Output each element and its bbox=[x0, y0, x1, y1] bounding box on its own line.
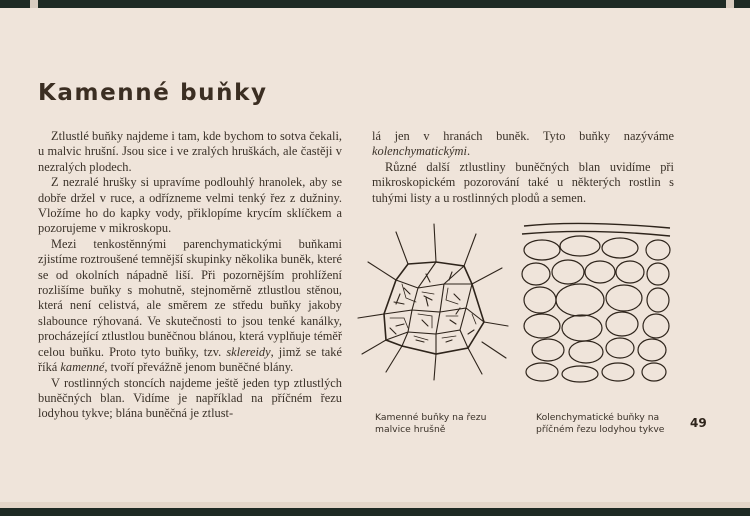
top-edge bbox=[0, 0, 750, 8]
page-number: 49 bbox=[690, 416, 707, 430]
paragraph: Ztlustlé buňky najdeme i tam, kde bychom to sotva čekali, u malvic hrušní. Jsou sice i ve zralých hruškách, ale častěji v nezralých plodech. bbox=[38, 129, 342, 174]
collenchyma-cells-illustration bbox=[520, 220, 672, 384]
edge-mark bbox=[726, 0, 734, 8]
term-kamenne: kamenné bbox=[60, 360, 105, 375]
right-text-column bbox=[372, 129, 674, 206]
figure-caption-collenchyma: Kolenchymatické buňky na příčném řezu lodyhou tykve bbox=[536, 412, 665, 435]
term-sklereidy: sklereidy bbox=[226, 344, 271, 359]
book-page bbox=[0, 8, 750, 508]
term-kolenchymatickymi: kolenchymatickými bbox=[372, 144, 467, 159]
paragraph: Různé další ztlustliny buněčných blan uvidíme při mikroskopickém pozorování také u některých rostlin s tuhými listy a u rostlinných plodů a semen. bbox=[372, 159, 674, 205]
paragraph: lá jen v hranách buněk. Tyto buňky nazýváme kolenchymatickými. bbox=[372, 129, 674, 159]
paragraph: V rostlinných stoncích najdeme ještě jeden typ ztlustlých buněčných blan. Vidíme je například na příčném řezu lodyhou tykve; blána buněčná je ztlust- bbox=[38, 375, 342, 421]
left-text-column bbox=[38, 129, 342, 422]
figure-caption-stone-cells: Kamenné buňky na řezu malvice hrušně bbox=[375, 412, 487, 435]
paragraph: Mezi tenkostěnnými parenchymatickými buňkami zjistíme roztroušené temnější skupinky několika buněk, které se od okolních nápadně liší. Při pozornějším prohlížení rozlišíme buňky s mohutně, stejnoměrně ztlustlou stěnou, která není celistvá, ale směrem ze středu buňky jakoby slabounce rýhovaná. Ve skutečnosti to jsou tenké kanálky, procházející ztlustlou buněčnou blánou, která vyplňuje téměř celou buňku. Proto tyto buňky, tzv. sklereidy, jimž se také říká kamenné, tvoří převážně jenom buněčné blány. bbox=[38, 236, 342, 375]
paragraph: Z nezralé hrušky si upravíme podlouhlý hranolek, aby se dobře držel v ruce, a odřízneme velmi tenký řez z dužniny. Vložíme ho do kapky vody, přiklopíme krycím sklíčkem a pozorujeme v mikroskopu. bbox=[38, 175, 342, 236]
stone-cells-illustration bbox=[356, 222, 512, 382]
page-heading: Kamenné buňky bbox=[38, 80, 268, 106]
edge-mark bbox=[30, 0, 38, 8]
